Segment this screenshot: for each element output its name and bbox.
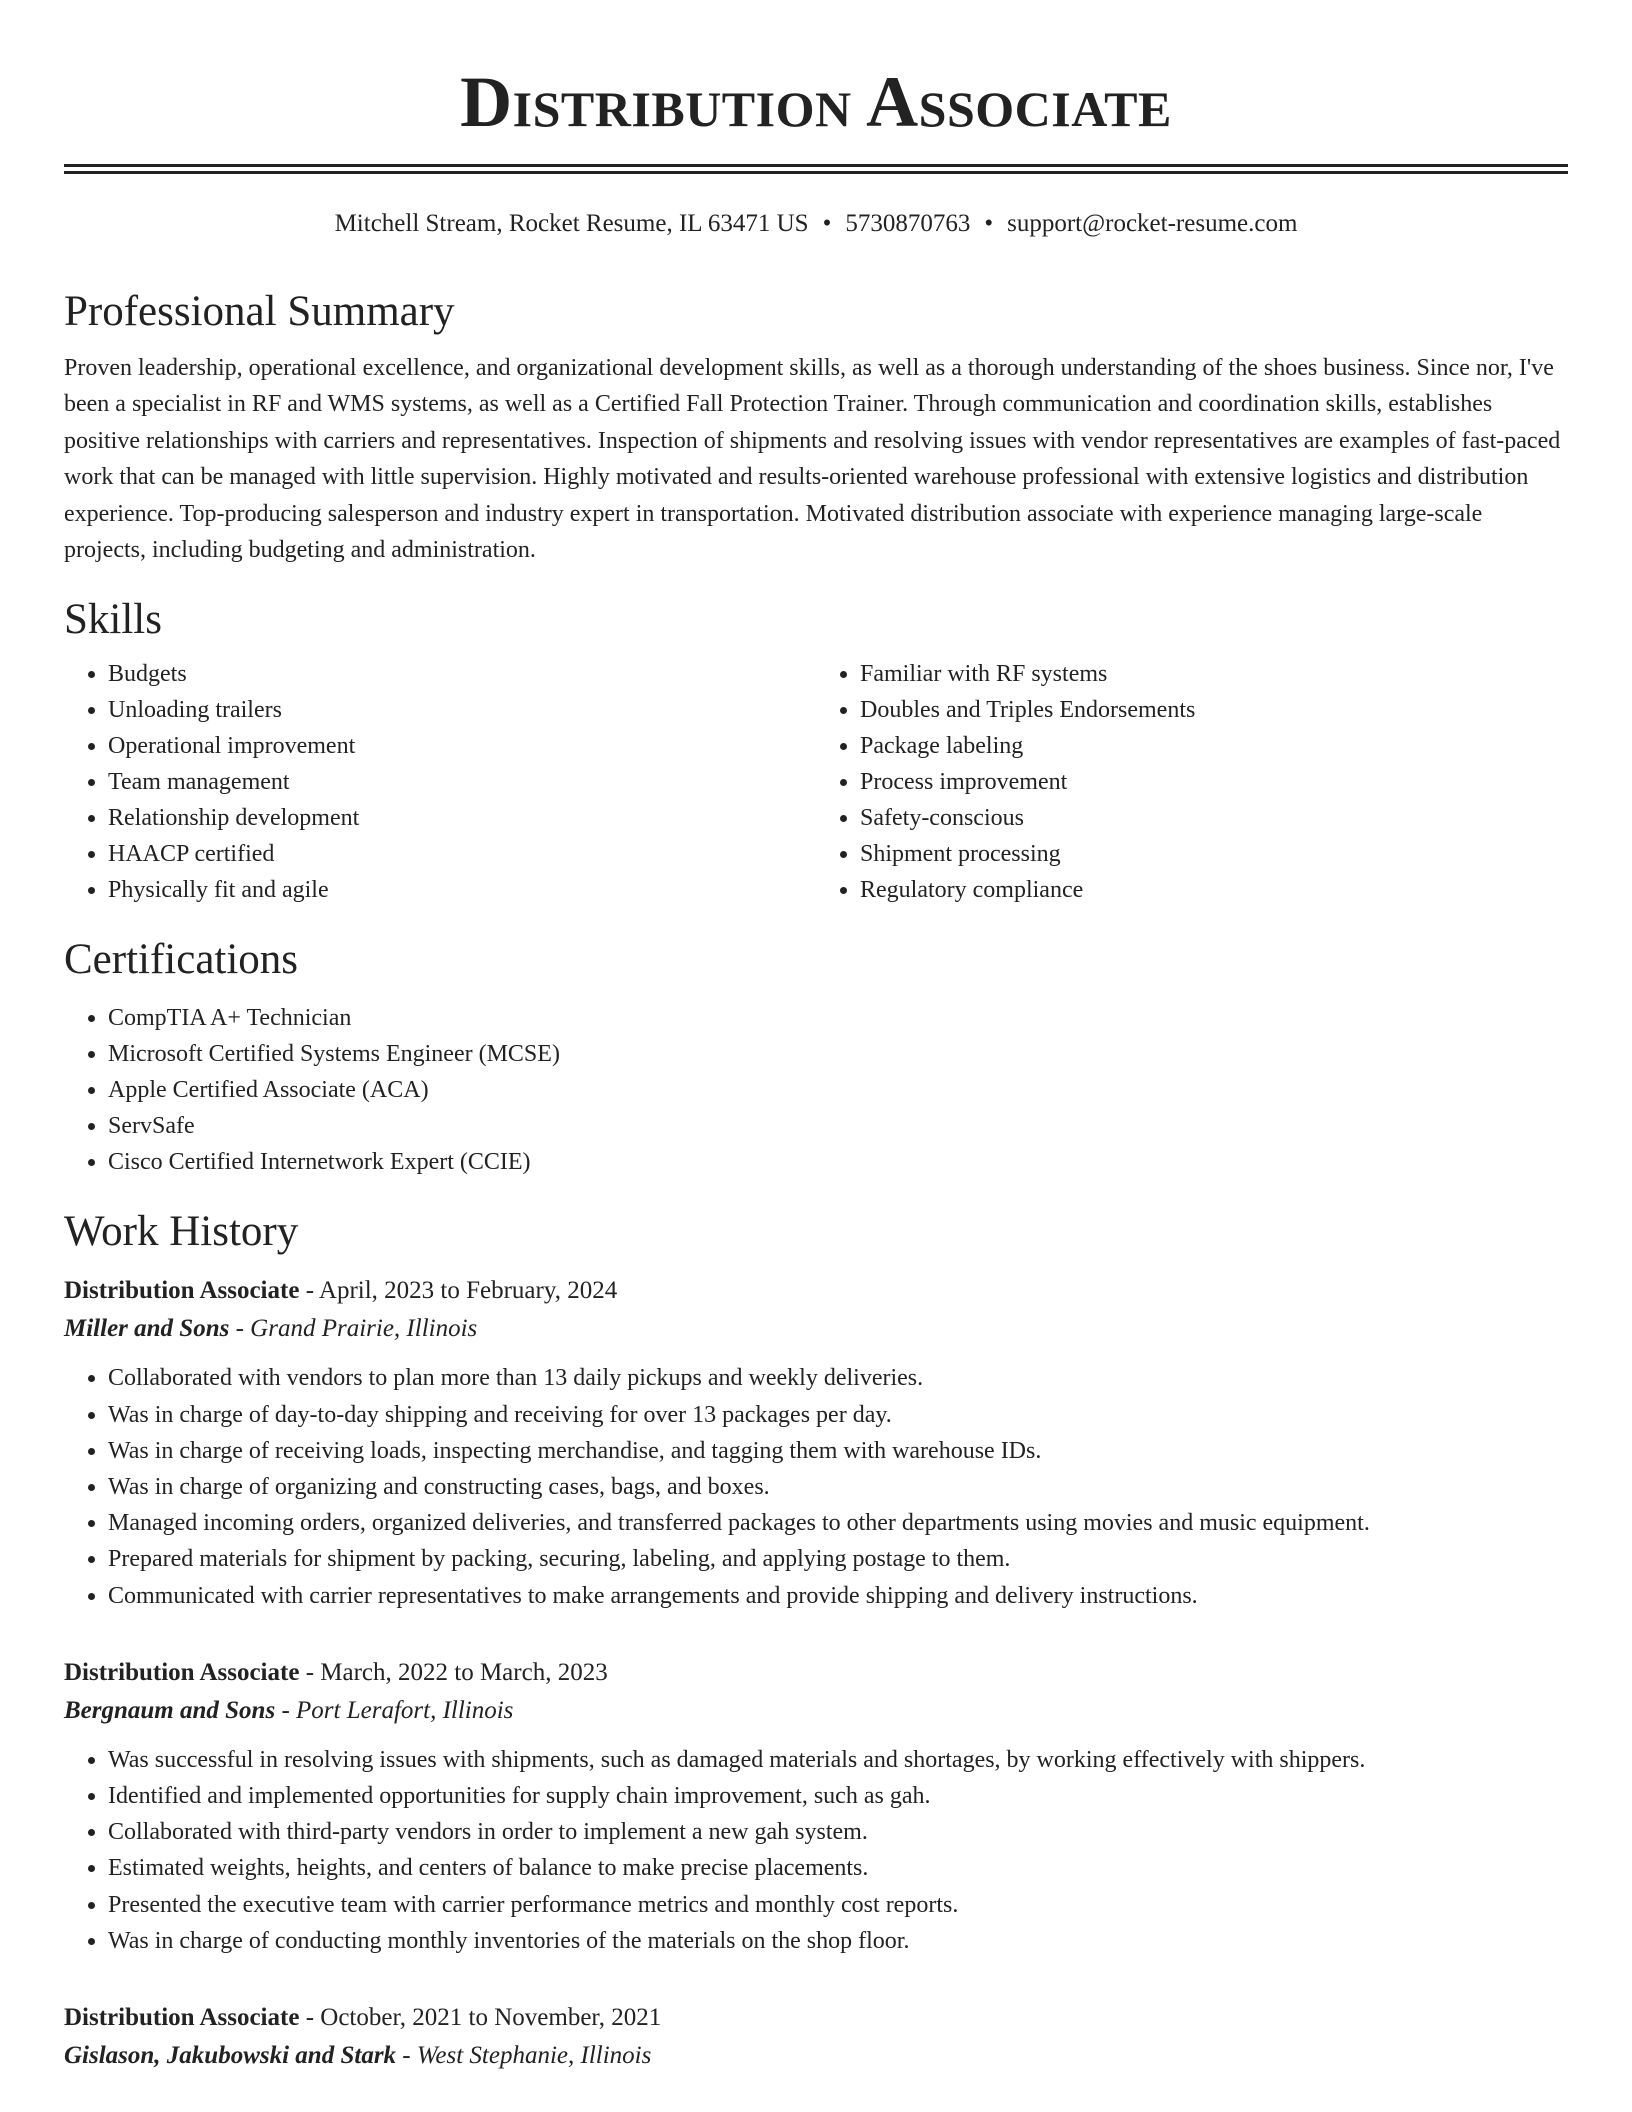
skill-item: • Safety-conscious bbox=[860, 800, 1568, 836]
certifications-list bbox=[64, 1000, 1568, 1180]
job-location: Grand Prairie, Illinois bbox=[250, 1315, 478, 1343]
job-title-line bbox=[64, 1999, 1568, 2037]
title-double-rule bbox=[64, 164, 1568, 174]
work-history-list bbox=[64, 1272, 1568, 2075]
skill-item: • Budgets bbox=[108, 656, 816, 692]
job-entry bbox=[64, 1654, 1568, 1959]
skill-item: • Regulatory compliance bbox=[860, 872, 1568, 908]
job-company: Miller and Sons bbox=[64, 1315, 230, 1343]
job-bullet: • Was in charge of conducting monthly inventories of the materials on the shop floor. bbox=[108, 1923, 1568, 1959]
job-employer-line bbox=[64, 2037, 1568, 2075]
skills-list-right bbox=[816, 656, 1568, 908]
contact-phone: 5730870763 bbox=[845, 210, 971, 237]
job-bullet: • Presented the executive team with carrier performance metrics and monthly cost reports. bbox=[108, 1887, 1568, 1923]
resume-title: Distribution Associate bbox=[460, 62, 1172, 142]
skill-item: • Package labeling bbox=[860, 728, 1568, 764]
skill-item: • Doubles and Triples Endorsements bbox=[860, 692, 1568, 728]
job-bullets bbox=[64, 1742, 1568, 1959]
job-bullets bbox=[64, 1360, 1568, 1613]
contact-email: support@rocket-resume.com bbox=[1007, 210, 1298, 237]
job-entry bbox=[64, 1999, 1568, 2075]
certification-item: • ServSafe bbox=[108, 1108, 1568, 1144]
skill-item: • Shipment processing bbox=[860, 836, 1568, 872]
job-bullet: • Estimated weights, heights, and centers of balance to make precise placements. bbox=[108, 1850, 1568, 1886]
contact-separator: • bbox=[822, 210, 832, 237]
job-dash: - bbox=[299, 1658, 321, 1686]
skill-item: • Operational improvement bbox=[108, 728, 816, 764]
job-company: Gislason, Jakubowski and Stark bbox=[64, 2042, 397, 2070]
certification-item: • Cisco Certified Internetwork Expert (CCIE) bbox=[108, 1144, 1568, 1180]
job-dash: - bbox=[229, 1315, 251, 1343]
job-entry bbox=[64, 1272, 1568, 1613]
job-location: Port Lerafort, Illinois bbox=[296, 1696, 514, 1724]
job-title-line bbox=[64, 1654, 1568, 1692]
work-history-heading: Work History bbox=[64, 1208, 299, 1256]
job-title: Distribution Associate bbox=[64, 1658, 300, 1686]
contact-line bbox=[64, 208, 1568, 240]
certification-item: • CompTIA A+ Technician bbox=[108, 1000, 1568, 1036]
skill-item: • HAACP certified bbox=[108, 836, 816, 872]
job-location: West Stephanie, Illinois bbox=[416, 2042, 652, 2070]
skill-item: • Familiar with RF systems bbox=[860, 656, 1568, 692]
job-bullet: • Was in charge of receiving loads, inspecting merchandise, and tagging them with warehouse IDs. bbox=[108, 1433, 1568, 1469]
job-title: Distribution Associate bbox=[64, 1277, 300, 1305]
skills-heading: Skills bbox=[64, 596, 162, 644]
certification-item: • Apple Certified Associate (ACA) bbox=[108, 1072, 1568, 1108]
job-employer-line bbox=[64, 1310, 1568, 1348]
summary-text: Proven leadership, operational excellence, and organizational development skills, as well as a thorough understanding of the shoes business. Since nor, I've been a specialist in RF and WMS systems, as well as a Certified Fall Protection Trainer. Through communication and coordination skills, establishes positive relationships with carriers and representatives. Inspection of shipments and resolving issues with vendor representatives are examples of fast-paced work that can be managed with little supervision. Highly motivated and results-oriented warehouse professional with extensive logistics and distribution experience. Top-producing salesperson and industry expert in transportation. Motivated distribution associate with experience managing large-scale projects, including budgeting and administration. bbox=[64, 355, 1561, 564]
skill-item: • Relationship development bbox=[108, 800, 816, 836]
certification-item: • Microsoft Certified Systems Engineer (MCSE) bbox=[108, 1036, 1568, 1072]
job-bullet: • Prepared materials for shipment by packing, securing, labeling, and applying postage to them. bbox=[108, 1541, 1568, 1577]
job-dash: - bbox=[396, 2042, 417, 2070]
job-dash: - bbox=[275, 1696, 297, 1724]
job-title-line bbox=[64, 1272, 1568, 1310]
job-bullet: • Was successful in resolving issues with shipments, such as damaged materials and shortages, by working effectively with shippers. bbox=[108, 1742, 1568, 1778]
job-dash: - bbox=[299, 2004, 321, 2032]
job-title: Distribution Associate bbox=[64, 2004, 300, 2032]
job-dash: - bbox=[299, 1277, 319, 1305]
skill-item: • Process improvement bbox=[860, 764, 1568, 800]
job-bullet: • Was in charge of organizing and constructing cases, bags, and boxes. bbox=[108, 1469, 1568, 1505]
job-bullet: • Communicated with carrier representatives to make arrangements and provide shipping and delivery instructions. bbox=[108, 1578, 1568, 1614]
job-bullet: • Collaborated with vendors to plan more than 13 daily pickups and weekly deliveries. bbox=[108, 1360, 1568, 1396]
certifications-heading: Certifications bbox=[64, 936, 299, 984]
job-bullet: • Managed incoming orders, organized deliveries, and transferred packages to other departments using movies and music equipment. bbox=[108, 1505, 1568, 1541]
job-company: Bergnaum and Sons bbox=[64, 1696, 276, 1724]
summary-heading: Professional Summary bbox=[64, 288, 455, 335]
skills-columns bbox=[64, 656, 1568, 908]
skill-item: • Physically fit and agile bbox=[108, 872, 816, 908]
skills-list-left bbox=[64, 656, 816, 908]
skill-item: • Team management bbox=[108, 764, 816, 800]
job-bullet: • Was in charge of day-to-day shipping and receiving for over 13 packages per day. bbox=[108, 1397, 1568, 1433]
job-bullet: • Collaborated with third-party vendors in order to implement a new gah system. bbox=[108, 1814, 1568, 1850]
job-dates: October, 2021 to November, 2021 bbox=[320, 2004, 662, 2032]
skill-item: • Unloading trailers bbox=[108, 692, 816, 728]
job-bullet: • Identified and implemented opportunities for supply chain improvement, such as gah. bbox=[108, 1778, 1568, 1814]
contact-separator: • bbox=[984, 210, 994, 237]
job-dates: March, 2022 to March, 2023 bbox=[320, 1658, 608, 1686]
contact-address: Mitchell Stream, Rocket Resume, IL 63471 US bbox=[334, 210, 809, 237]
job-dates: April, 2023 to February, 2024 bbox=[318, 1277, 618, 1305]
job-employer-line bbox=[64, 1692, 1568, 1730]
